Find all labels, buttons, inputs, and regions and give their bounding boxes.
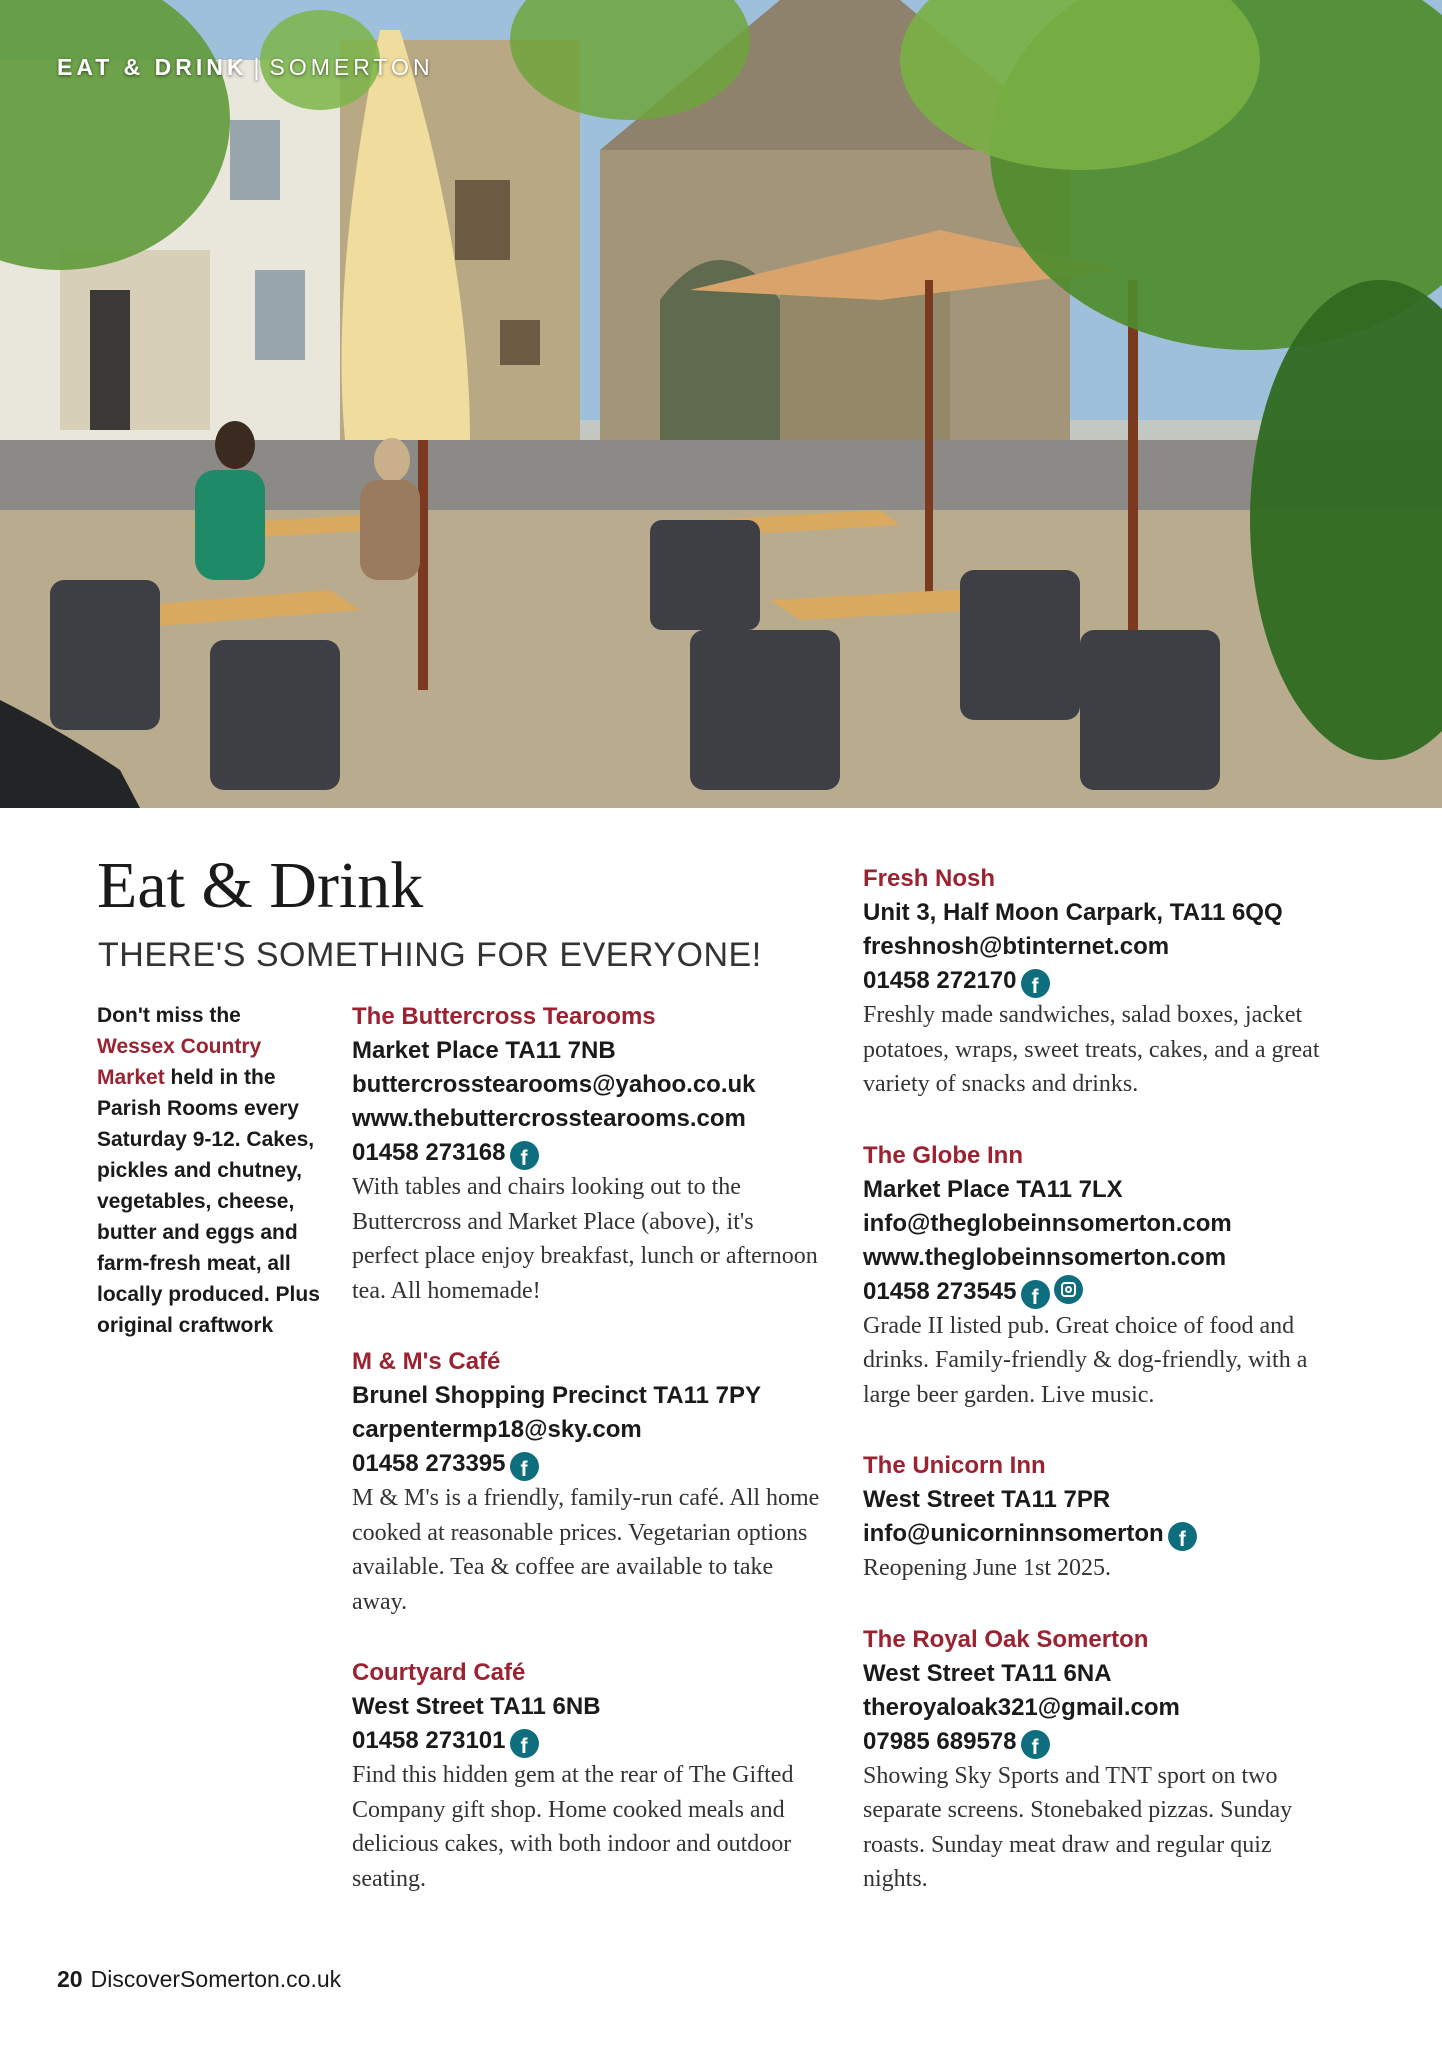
listing-courtyard-cafe — [352, 1656, 822, 1896]
listing-globe-inn — [863, 1139, 1333, 1413]
venue-name: The Unicorn Inn — [863, 1452, 1046, 1479]
divider: | — [253, 54, 264, 80]
venue-email[interactable]: theroyaloak321@gmail.com — [863, 1693, 1180, 1721]
site-url[interactable]: DiscoverSomerton.co.uk — [90, 1966, 342, 1992]
location-label: SOMERTON — [269, 54, 434, 80]
venue-description: M & M's is a friendly, family-run café. All home cooked at reasonable prices. Vegetarian options available. Tea & coffee are available to take away. — [352, 1485, 820, 1615]
venue-website[interactable]: www.theglobeinnsomerton.com — [863, 1243, 1227, 1271]
facebook-icon[interactable] — [510, 1141, 539, 1170]
venue-phone[interactable]: 01458 272170 — [863, 967, 1017, 994]
venue-name: The Globe Inn — [863, 1141, 1023, 1169]
venue-description: Reopening June 1st 2025. — [863, 1555, 1111, 1581]
facebook-icon[interactable] — [1168, 1522, 1197, 1551]
venue-email-row — [863, 1517, 1333, 1551]
venue-name: M & M's Café — [352, 1348, 501, 1375]
listing-royal-oak — [863, 1623, 1333, 1897]
venue-address: Unit 3, Half Moon Carpark, TA11 6QQ — [863, 899, 1283, 926]
venue-name: The Buttercross Tearooms — [352, 1003, 656, 1030]
venue-email[interactable]: info@theglobeinnsomerton.com — [863, 1209, 1232, 1237]
listing-buttercross — [352, 1000, 822, 1308]
listings-column-middle — [352, 1000, 822, 1933]
venue-email[interactable]: buttercrosstearooms@yahoo.co.uk — [352, 1071, 756, 1098]
venue-address: West Street TA11 7PR — [863, 1486, 1111, 1513]
venue-phone[interactable]: 01458 273168 — [352, 1139, 506, 1166]
venue-address: West Street TA11 6NB — [352, 1693, 601, 1720]
venue-phone[interactable]: 01458 273101 — [352, 1727, 506, 1754]
section-tag — [57, 54, 434, 81]
venue-email[interactable]: freshnosh@btinternet.com — [863, 933, 1170, 960]
venue-address: Market Place TA11 7NB — [352, 1037, 616, 1064]
facebook-icon[interactable] — [1021, 1280, 1050, 1309]
instagram-icon[interactable] — [1054, 1275, 1083, 1304]
venue-phone-row — [352, 1724, 822, 1758]
venue-phone[interactable]: 01458 273545 — [863, 1277, 1017, 1305]
section-label: EAT & DRINK — [57, 54, 248, 80]
venue-phone-row — [863, 1275, 1333, 1309]
page-title: Eat & Drink — [97, 849, 424, 922]
venue-name: Fresh Nosh — [863, 865, 996, 892]
venue-name: Courtyard Café — [352, 1659, 526, 1686]
facebook-icon[interactable] — [1021, 969, 1050, 998]
facebook-icon[interactable] — [510, 1452, 539, 1481]
venue-description: Showing Sky Sports and TNT sport on two separate screens. Stonebaked pizzas. Sunday roasts. Sunday meat draw and regular quiz nights. — [863, 1762, 1293, 1892]
venue-phone-row — [352, 1447, 822, 1481]
listing-fresh-nosh — [863, 862, 1333, 1102]
venue-phone[interactable]: 07985 689578 — [863, 1727, 1017, 1755]
sidebar-text-intro: Don't miss the — [97, 1004, 241, 1027]
facebook-icon[interactable] — [1021, 1730, 1050, 1759]
sidebar-note — [97, 1000, 322, 1341]
hero-photo — [0, 0, 1442, 808]
venue-phone[interactable]: 01458 273395 — [352, 1450, 506, 1477]
photo-cafe-terrace-illustration — [0, 0, 1442, 808]
venue-website[interactable]: www.thebuttercrosstearooms.com — [352, 1105, 746, 1132]
venue-email[interactable]: info@unicorninnsomerton — [863, 1520, 1164, 1547]
venue-name: The Royal Oak Somerton — [863, 1625, 1149, 1653]
listings-column-right — [863, 862, 1333, 1934]
sidebar-text-body: held in the Parish Rooms every Saturday 9-12. Cakes, pickles and chutney, vegetables, cheese, butter and eggs and farm-fresh meat, all locally produced. Plus original craftwork — [97, 1066, 320, 1337]
venue-phone-row — [863, 1725, 1333, 1759]
venue-description: With tables and chairs looking out to the Buttercross and Market Place (above), it's perfect place enjoy breakfast, lunch or afternoon tea. All homemade! — [352, 1174, 818, 1304]
market-name: Wessex Country Market — [97, 1035, 262, 1089]
venue-address: Brunel Shopping Precinct TA11 7PY — [352, 1382, 761, 1409]
venue-description: Freshly made sandwiches, salad boxes, jacket potatoes, wraps, sweet treats, cakes, and a great variety of snacks and drinks. — [863, 1002, 1320, 1097]
listing-unicorn-inn — [863, 1449, 1333, 1586]
venue-phone-row — [863, 964, 1333, 998]
facebook-icon[interactable] — [510, 1729, 539, 1758]
venue-address: Market Place TA11 7LX — [863, 1175, 1123, 1203]
venue-email[interactable]: carpentermp18@sky.com — [352, 1416, 642, 1443]
listing-mm-cafe — [352, 1345, 822, 1619]
page-number: 20 — [57, 1966, 83, 1992]
page-footer — [57, 1966, 341, 1993]
venue-address: West Street TA11 6NA — [863, 1659, 1112, 1687]
venue-description: Grade II listed pub. Great choice of food and drinks. Family-friendly & dog-friendly, with a large beer garden. Live music. — [863, 1312, 1308, 1408]
page-subtitle: THERE'S SOMETHING FOR EVERYONE! — [98, 936, 762, 974]
venue-phone-row — [352, 1136, 822, 1170]
venue-description: Find this hidden gem at the rear of The Gifted Company gift shop. Home cooked meals and delicious cakes, with both indoor and outdoor seating. — [352, 1762, 794, 1892]
